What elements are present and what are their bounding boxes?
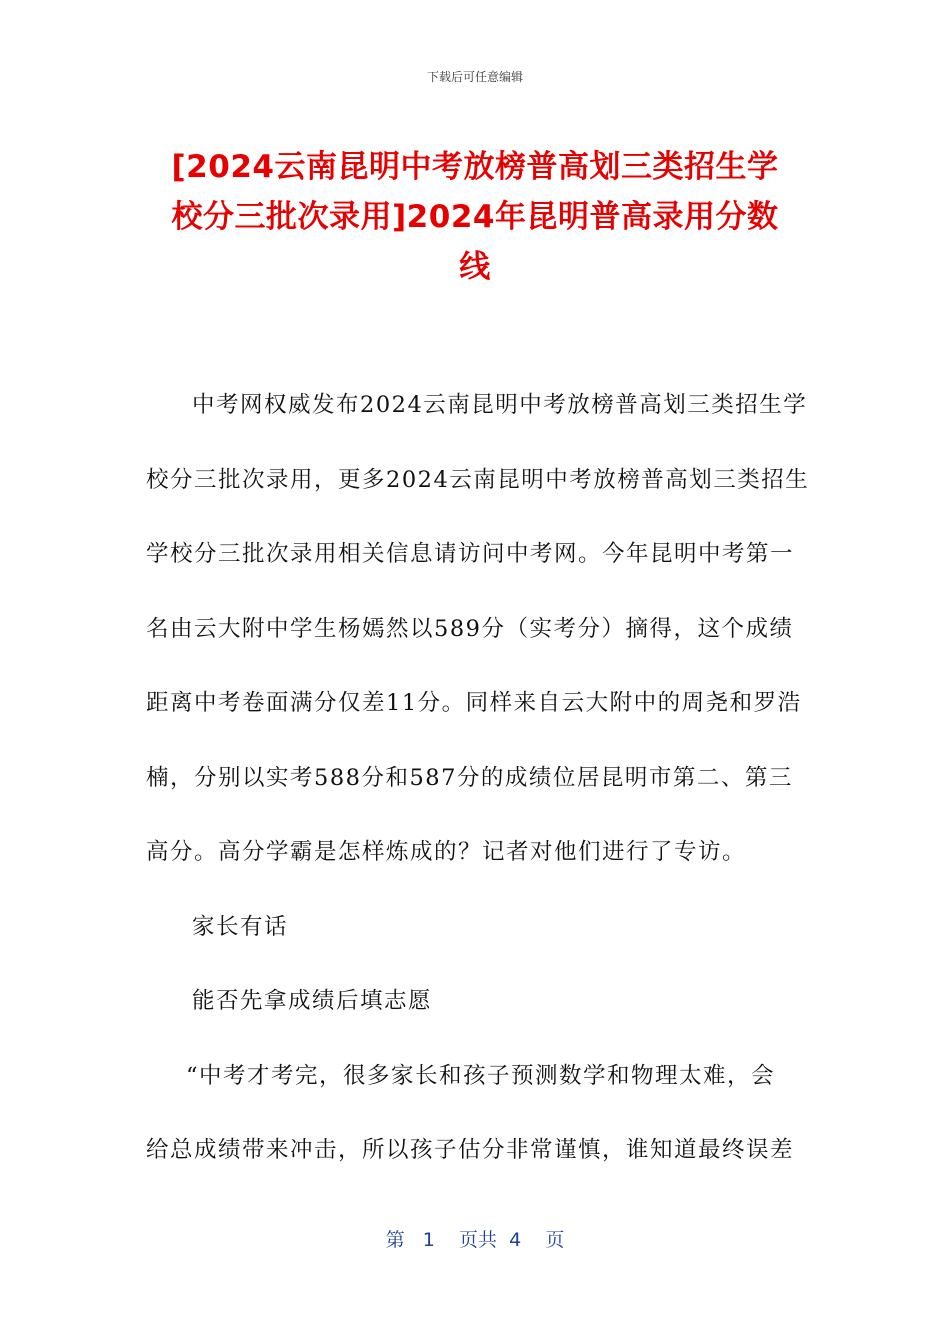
page-footer	[0, 1225, 950, 1252]
paragraph-line: 中考网权威发布2024云南昆明中考放榜普高划三类招生学	[192, 392, 808, 418]
paragraph-line: 距离中考卷面满分仅差11分。同样来自云大附中的周尧和罗浩	[146, 690, 802, 716]
paragraph-line: 高分。高分学霸是怎样炼成的？记者对他们进行了专访。	[146, 839, 747, 865]
document-body	[146, 368, 810, 1188]
title-line: 校分三批次录用]2024年昆明普高录用分数	[171, 199, 779, 235]
header-note: 下载后可任意编辑	[426, 70, 523, 84]
subsection-heading	[146, 964, 806, 1039]
body-paragraph	[146, 1039, 806, 1188]
title-line: [2024云南昆明中考放榜普高划三类招生学	[171, 149, 779, 185]
footer-suffix: 页	[545, 1229, 565, 1251]
paragraph-line: 给总成绩带来冲击，所以孩子估分非常谨慎，谁知道最终误差	[146, 1137, 795, 1163]
paragraph-line: “中考才考完，很多家长和孩子预测数学和物理太难，会	[186, 1062, 776, 1089]
paragraph-line: 楠，分别以实考588分和587分的成绩位居昆明市第二、第三	[146, 764, 793, 791]
body-paragraph	[146, 368, 810, 890]
section-heading-text: 家长有话	[192, 913, 289, 940]
footer-prefix: 第	[385, 1229, 405, 1251]
footer-mid: 页共	[459, 1229, 498, 1251]
paragraph-line: 名由云大附中学生杨嫣然以589分（实考分）摘得，这个成绩	[146, 615, 794, 642]
page-number: 1	[422, 1229, 435, 1251]
paragraph-line: 学校分三批次录用相关信息请访问中考网。今年昆明中考第一	[146, 541, 795, 567]
title-line: 线	[459, 249, 491, 285]
subsection-heading-text: 能否先拿成绩后填志愿	[192, 988, 433, 1014]
section-heading	[146, 890, 806, 965]
paragraph-line: 校分三批次录用，更多2024云南昆明中考放榜普高划三类招生	[146, 466, 810, 493]
document-title	[130, 142, 820, 292]
total-pages: 4	[509, 1229, 522, 1251]
